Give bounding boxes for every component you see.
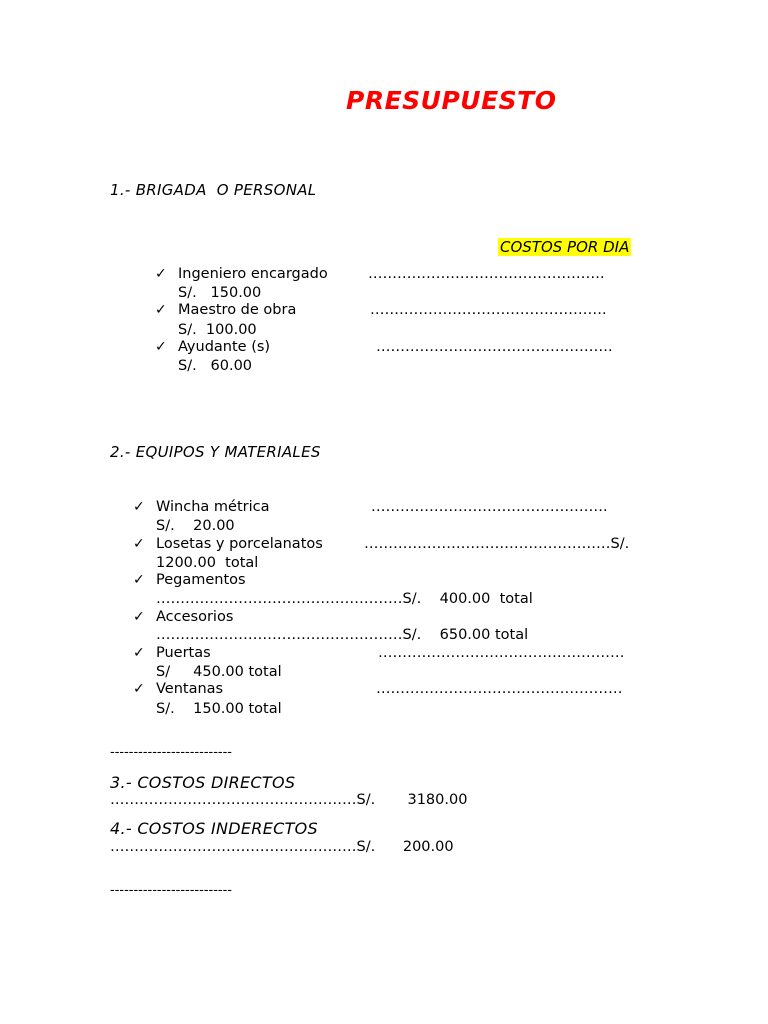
check-icon: ✓ xyxy=(155,302,167,318)
personnel-item-amount: S/. 100.00 xyxy=(178,322,257,338)
separator-line: -------------------------- xyxy=(110,883,232,898)
personnel-item-dots: …………………………………………. xyxy=(376,339,613,355)
material-item-amount: 1200.00 total xyxy=(156,555,259,571)
personnel-item-label: Ingeniero encargado xyxy=(178,266,328,282)
material-item-label: Wincha métrica xyxy=(156,499,270,515)
check-icon: ✓ xyxy=(133,499,145,515)
material-item-amount: ……………………………………………S/. 400.00 total xyxy=(156,591,533,607)
direct-costs-line: ……………………………………………S/. 3180.00 xyxy=(110,792,468,808)
section-3-heading: 3.- COSTOS DIRECTOS xyxy=(110,773,296,792)
document-title: PRESUPUESTO xyxy=(346,86,557,115)
material-item-amount: ……………………………………………S/. 650.00 total xyxy=(156,627,529,643)
material-item-dots: …………………………………………… xyxy=(378,645,625,661)
material-item-dots: ……………………………………………S/. xyxy=(364,536,630,552)
check-icon: ✓ xyxy=(155,266,167,282)
personnel-item-label: Maestro de obra xyxy=(178,302,297,318)
check-icon: ✓ xyxy=(133,609,145,625)
material-item-label: Ventanas xyxy=(156,681,224,697)
material-item-label: Puertas xyxy=(156,645,211,661)
costs-per-day-label: COSTOS POR DIA xyxy=(500,238,630,256)
personnel-item-label: Ayudante (s) xyxy=(178,339,271,355)
material-item-dots: …………………………………………… xyxy=(376,681,623,697)
indirect-costs-line: ……………………………………………S/. 200.00 xyxy=(110,839,454,855)
material-item-label: Accesorios xyxy=(156,609,234,625)
check-icon: ✓ xyxy=(133,681,145,697)
material-item-amount: S/. 150.00 total xyxy=(156,701,282,717)
check-icon: ✓ xyxy=(155,339,167,355)
check-icon: ✓ xyxy=(133,536,145,552)
check-icon: ✓ xyxy=(133,645,145,661)
material-item-amount: S/. 20.00 xyxy=(156,518,235,534)
personnel-item-dots: …………………………………………. xyxy=(368,266,605,282)
section-2-heading: 2.- EQUIPOS Y MATERIALES xyxy=(110,443,321,461)
separator-line: -------------------------- xyxy=(110,745,232,760)
personnel-item-amount: S/. 60.00 xyxy=(178,358,253,374)
personnel-item-dots: …………………………………………. xyxy=(370,302,607,318)
material-item-label: Pegamentos xyxy=(156,572,246,588)
material-item-label: Losetas y porcelanatos xyxy=(156,536,323,552)
material-item-dots: …………………………………………. xyxy=(371,499,608,515)
personnel-item-amount: S/. 150.00 xyxy=(178,285,262,301)
section-1-heading: 1.- BRIGADA O PERSONAL xyxy=(110,181,317,199)
material-item-amount: S/ 450.00 total xyxy=(156,664,282,680)
section-4-heading: 4.- COSTOS INDERECTOS xyxy=(110,819,318,838)
check-icon: ✓ xyxy=(133,572,145,588)
